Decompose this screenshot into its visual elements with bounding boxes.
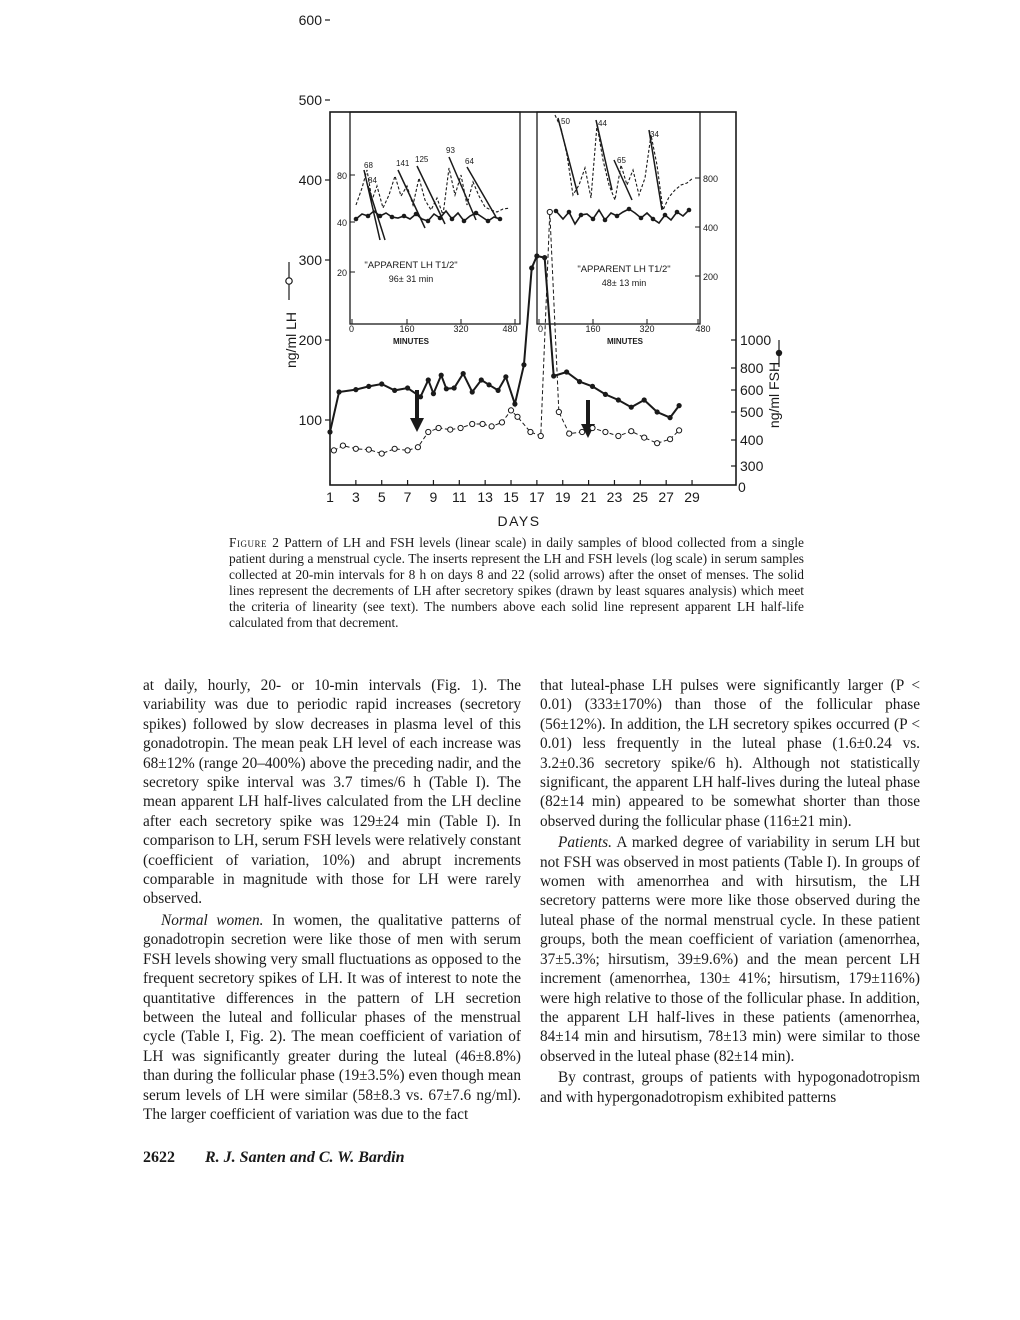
inset-left-spike-label: 125 [415, 155, 429, 164]
fsh-point [667, 437, 672, 442]
lh-point [542, 255, 547, 260]
right-axis-label: ng/ml FSH [766, 361, 782, 429]
lh-point [366, 384, 371, 389]
inset-left-x-tick: 480 [502, 324, 518, 334]
fsh-point [458, 425, 463, 430]
x-axis-tick-label: 11 [452, 489, 467, 505]
inset-right-title: "APPARENT LH T1/2" [577, 264, 671, 275]
inset-left-title: "APPARENT LH T1/2" [364, 260, 458, 271]
inset-left-spike-label: 93 [446, 146, 455, 155]
lh-point [616, 397, 621, 402]
fsh-point [340, 443, 345, 448]
x-axis-tick-label: 7 [403, 489, 412, 505]
left-axis-label: ng/ml LH [283, 311, 299, 369]
lh-point [379, 381, 384, 386]
inset-left-value: 96± 31 min [388, 274, 434, 284]
paragraph: that luteal-phase LH pulses were significantly larger (P < 0.01) (333±170%) than those of the follicular phase (56±12%). In addition, the LH secretory spikes occurred (P < 0.01) less frequently in the luteal phase (1.6±0.24 vs. 3.2±0.36 secretory spike/6 h). Although not statistically significant, the apparent LH half-lives during the luteal phase (82±14 min) appeared to be somewhat shorter than those observed during the follicular phase (116±21 min). [540, 677, 920, 830]
fsh-point [547, 209, 552, 214]
inset-right-y-tick: 800 [703, 174, 719, 184]
lh-point [470, 389, 475, 394]
fsh-point [392, 446, 397, 451]
lh-point [392, 388, 397, 393]
body-column-left [143, 676, 521, 1124]
x-axis-tick-label: 23 [606, 489, 623, 505]
inset-right-x-ticks [538, 319, 711, 334]
paragraph: By contrast, groups of patients with hypogonadotropism and with hypergonadotropism exhibited patterns [540, 1069, 920, 1106]
x-axis-tick-label: 21 [580, 489, 597, 505]
inset-right-spike-label: 44 [598, 119, 607, 128]
lh-point [629, 405, 634, 410]
inset-right-decrement-lines [558, 118, 662, 210]
lh-point [603, 392, 608, 397]
left-axis-tick-label: 100 [298, 412, 322, 428]
x-axis-tick-label: 19 [554, 489, 571, 505]
x-axis-tick-label: 25 [632, 489, 649, 505]
fsh-point [331, 448, 336, 453]
x-axis-tick-label: 13 [477, 489, 493, 505]
fsh-point [405, 448, 410, 453]
left-axis-tick-label: 400 [298, 172, 322, 188]
x-axis-label: DAYS [497, 513, 541, 529]
inset-right-x-label: MINUTES [607, 337, 643, 346]
inset-left [337, 146, 518, 346]
inset-left-x-label: MINUTES [393, 337, 429, 346]
running-authors: R. J. Santen and C. W. Bardin [205, 1149, 405, 1166]
left-axis-tick-label: 500 [298, 92, 322, 108]
lh-point [551, 373, 556, 378]
inset-right-fsh-trace [556, 209, 689, 224]
inset-left-spike-label: 84 [368, 176, 377, 185]
lh-point [564, 369, 569, 374]
fsh-point [426, 429, 431, 434]
lh-point [512, 401, 517, 406]
fsh-point [590, 425, 595, 430]
page-footer [143, 1149, 404, 1167]
inset-left-spike-label: 64 [465, 157, 474, 166]
fsh-point [436, 425, 441, 430]
lh-point [667, 415, 672, 420]
inset-left-y-tick: 80 [336, 171, 347, 181]
x-axis-tick-label: 15 [503, 489, 519, 505]
fsh-point [556, 409, 561, 414]
fsh-point [567, 431, 572, 436]
fsh-point [480, 421, 485, 426]
inset-left-x-tick: 0 [349, 324, 355, 334]
lh-point [642, 397, 647, 402]
right-axis-tick-label: 1000 [740, 332, 772, 348]
inset-right-y-tick: 200 [703, 272, 719, 282]
inset-left-y-ticks [337, 171, 355, 278]
left-y-axis [299, 12, 330, 428]
fsh-point [448, 427, 453, 432]
right-axis-tick-label: 600 [740, 382, 764, 398]
x-axis-tick-label: 29 [684, 489, 700, 505]
lh-legend-marker [286, 278, 292, 284]
lh-point [521, 362, 526, 367]
body-column-right [540, 676, 920, 1107]
fsh-point [642, 435, 647, 440]
lh-point [353, 387, 358, 392]
x-axis-tick-label: 3 [351, 489, 360, 505]
paragraph-text: A marked degree of variability in serum LH but not FSH was observed in most patients (Table I). In groups of women with amenorrhea and with hirsutism, the LH secretory patterns were more like those observed during the luteal phase of the normal menstrual cycle. In these patient groups, both the mean coefficient of variation (amenorrhea, 37±5.3%; hirsutism, 39±9.6%) and the mean percent LH increment (amenorrhea, 130± 41%; hirsutism, 179±116%) were high relative to those of the follicular phase. In addition, the apparent LH half-lives in these patients (amenorrhea, 84±14 min and hirsutism, 78±13 min) were similar to those observed in the luteal phase (82±14 min). [540, 834, 920, 1065]
lh-point [479, 377, 484, 382]
inset-left-y-tick: 20 [336, 268, 347, 278]
lh-point [336, 389, 341, 394]
inset-right-x-tick: 160 [585, 324, 601, 334]
lh-point [418, 394, 423, 399]
inset-right [538, 115, 718, 346]
fsh-point [508, 408, 513, 413]
inset-left-x-tick: 160 [399, 324, 415, 334]
right-axis-zero: 0 [738, 479, 746, 495]
subsection-head-patients: Patients. [558, 834, 612, 852]
lh-point [529, 265, 534, 270]
x-axis-tick-label: 1 [326, 489, 334, 505]
paragraph: at daily, hourly, 20- or 10-min intervals (Fig. 1). The variability was due to periodic rapid increases (secretory spikes) followed by slow decreases in plasma level of this gonadotropin. The mean peak LH level of each increase was 68±12% (range 20–400%) above the preceding nadir, and the secretory spike interval was 3.7 times/6 h (Table I). The mean apparent LH half-lives calculated from the LH decline after each secretory spike was 129±24 min (Table I). In comparison to LH, serum FSH levels were relatively constant (coefficient of variation, 10%) and abrupt increments comparable in magnitude with those for LH were rarely observed. [143, 677, 521, 908]
lh-point [426, 377, 431, 382]
lh-point [503, 374, 508, 379]
fsh-point [616, 433, 621, 438]
inset-left-spike-label: 68 [364, 161, 373, 170]
x-axis-tick-label: 17 [529, 489, 545, 505]
fsh-point [415, 445, 420, 450]
lh-point [444, 386, 449, 391]
fsh-point [489, 424, 494, 429]
left-axis-tick-label: 300 [298, 252, 322, 268]
lh-point [677, 403, 682, 408]
right-axis-tick-label: 400 [740, 432, 764, 448]
fsh-legend-marker [776, 350, 782, 356]
caption-lead: Figure 2 [229, 535, 280, 550]
inset-right-y-tick: 400 [703, 223, 719, 233]
inset-left-x-tick: 320 [453, 324, 469, 334]
caption-text: Pattern of LH and FSH levels (linear scale) in daily samples of blood collected from a single patient during a menstrual cycle. The inserts represent the LH and FSH levels (log scale) in serum samples collected at 20-min intervals for 8 h on days 8 and 22 (solid arrows) after the onset of menses. The solid lines represent the decrements of LH after secretory spikes (drawn by least squares analysis) which meet the criteria of linearity (see text). The numbers above each solid line represent apparent LH half-life calculated from that decrement. [229, 535, 804, 630]
figure-2 [0, 0, 1020, 530]
fsh-point [515, 414, 520, 419]
fsh-point [499, 420, 504, 425]
left-axis-tick-label: 200 [298, 332, 322, 348]
fsh-point [528, 429, 533, 434]
lh-point [590, 384, 595, 389]
plot-frame [330, 112, 736, 485]
fsh-point [353, 446, 358, 451]
lh-point [439, 373, 444, 378]
inset-left-spike-label: 141 [396, 159, 410, 168]
lh-point [655, 409, 660, 414]
inset-right-spike-label: 50 [561, 117, 570, 126]
left-axis-tick-label: 600 [298, 12, 322, 28]
lh-point [534, 253, 539, 258]
fsh-point [629, 429, 634, 434]
paragraph [540, 833, 920, 1066]
lh-point [461, 371, 466, 376]
inset-left-x-ticks [349, 319, 518, 334]
fsh-point [655, 441, 660, 446]
subsection-head-normal-women: Normal women. [161, 911, 264, 929]
lh-point [452, 385, 457, 390]
inset-right-x-tick: 0 [538, 324, 544, 334]
paragraph-text: In women, the qualitative patterns of gonadotropin secretion were like those of men with serum FSH levels showing very small fluctuations as opposed to the frequent secretory spikes of LH. It was of interest to note the quantitative differences in the pattern of LH secretion between the luteal and follicular phases of the menstrual cycle (Table I, Fig. 2). The mean coefficient of variation of LH was significantly greater during the luteal (46±8.8%) than during the follicular phase (19±3.5%) even though mean serum levels of LH were similar (58±8.3 vs. 67±7.6 ng/ml). The larger coefficient of variation was due to the fact [143, 911, 522, 1123]
inset-right-spike-label: 34 [650, 130, 659, 139]
lh-point [327, 429, 332, 434]
page-number: 2622 [143, 1149, 175, 1166]
inset-right-spike-label: 65 [617, 156, 626, 165]
fsh-point [379, 451, 384, 456]
right-axis-tick-label: 300 [740, 458, 764, 474]
inset-right-value: 48± 13 min [601, 278, 647, 288]
x-axis [326, 480, 700, 505]
inset-left-y-tick: 40 [336, 218, 347, 228]
inset-right-x-tick: 320 [639, 324, 655, 334]
lh-point [495, 388, 500, 393]
fsh-point [366, 447, 371, 452]
figure-caption [229, 535, 804, 630]
inset-right-y-ticks [695, 174, 718, 282]
inset-left-lh-trace [356, 168, 510, 215]
inset-right-x-tick: 480 [695, 324, 711, 334]
fsh-point [538, 433, 543, 438]
right-axis-tick-label: 500 [740, 404, 764, 420]
inset-left-decrement-lines [364, 157, 496, 240]
x-axis-tick-label: 5 [377, 489, 386, 505]
right-axis-tick-label: 800 [740, 360, 764, 376]
lh-point [431, 391, 436, 396]
lh-point [486, 382, 491, 387]
paragraph [143, 911, 521, 1124]
lh-point [405, 385, 410, 390]
x-axis-tick-label: 9 [429, 489, 438, 505]
fsh-point [677, 428, 682, 433]
x-axis-tick-label: 27 [658, 489, 674, 505]
fsh-point [580, 429, 585, 434]
fsh-point [603, 429, 608, 434]
lh-point [577, 379, 582, 384]
fsh-point [470, 421, 475, 426]
